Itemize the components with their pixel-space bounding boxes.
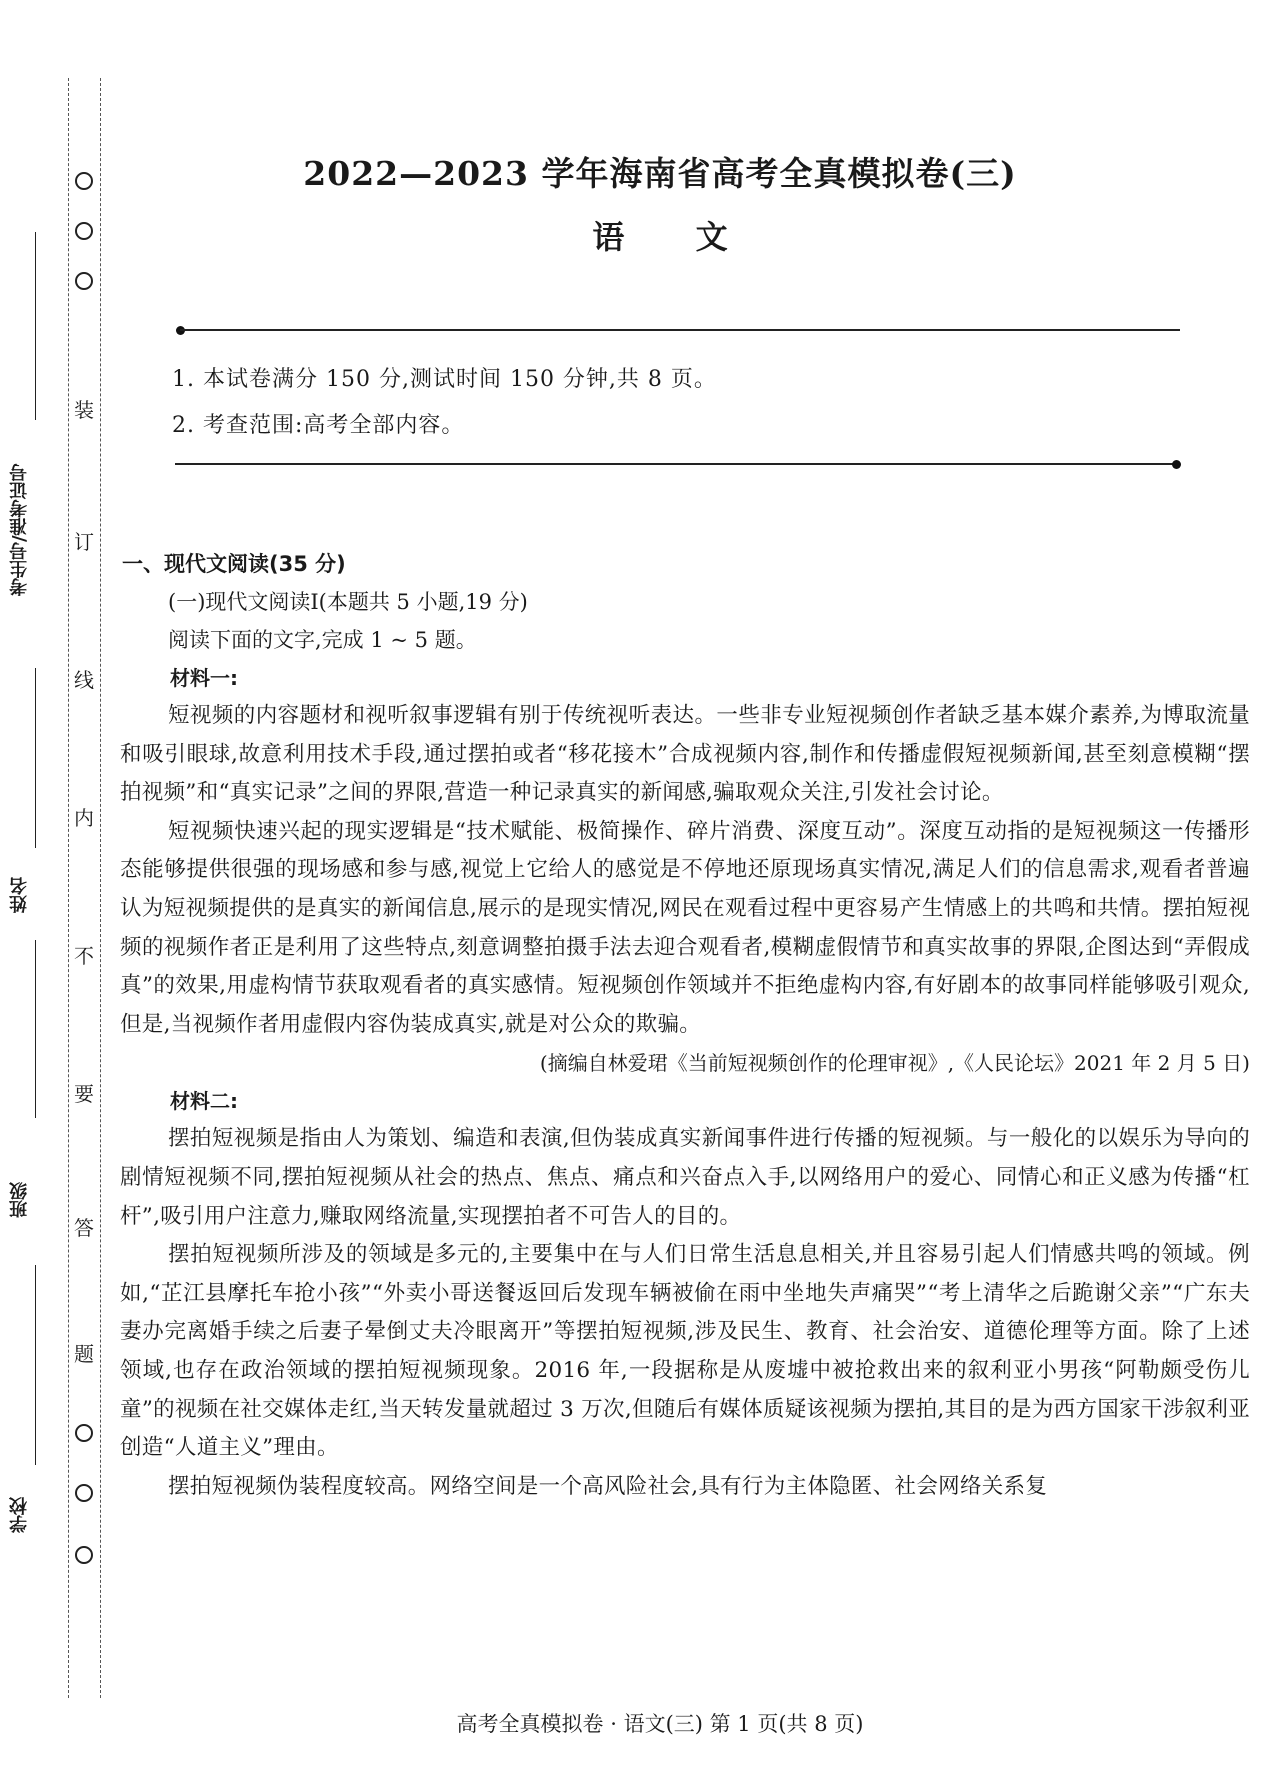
binding-char: 题 (74, 1342, 94, 1366)
paragraph: 短视频快速兴起的现实逻辑是“技术赋能、极简操作、碎片消费、深度互动”。深度互动指的是短视频这一传播形态能够提供很强的现场感和参与感,视觉上它给人的感觉是不停地还原现场真实情况,满足人们的信息需求,观看者普遍认为短视频提供的是真实的新闻信息,展示的是现实情况,网民在观看过程中更容易产生情感上的共鸣和共情。摆拍短视频的视频作者正是利用了这些特点,刻意调整拍摄手法去迎合观看者,模糊虚假情节和真实故事的界限,企图达到“弄假成真”的效果,用虚构情节获取观看者的真实感情。短视频创作领域并不拒绝虚构内容,有好剧本的故事同样能够吸引观众,但是,当视频作者用虚假内容伪装成真实,就是对公众的欺骗。 (120, 818, 1250, 1037)
paragraph: 摆拍短视频所涉及的领域是多元的,主要集中在与人们日常生活息息相关,并且容易引起人们情感共鸣的领域。例如,“芷江县摩托车抢小孩”“外卖小哥送餐返回后发现车辆被偷在雨中坐地失声痛哭”“考上清华之后跪谢父亲”“广东夫妻办完离婚手续之后妻子晕倒丈夫冷眼离开”等摆拍短视频,涉及民生、教育、社会治安、道德伦理等方面。除了上述领域,也存在政治领域的摆拍短视频现象。2016 年,一段据称是从废墟中被抢救出来的叙利亚小男孩“阿勒颇受伤儿童”的视频在社交媒体走红,当天转发量就超过 3 万次,但随后有媒体质疑该视频为摆拍,其目的是为西方国家干涉叙利亚创造“人道主义”理由。 (120, 1242, 1250, 1461)
class-line[interactable] (35, 940, 36, 1118)
binding-char: 内 (74, 806, 94, 830)
binding-hole-icon (75, 1484, 93, 1502)
page-footer: 高考全真模拟卷 · 语文(三) 第 1 页(共 8 页) (456, 1712, 864, 1736)
exam-id-line[interactable] (35, 232, 36, 420)
top-rule (180, 329, 1180, 331)
paragraph: 短视频的内容题材和视听叙事逻辑有别于传统视听表达。一些非专业短视频创作者缺乏基本媒介素养,为博取流量和吸引眼球,故意利用技术手段,通过摆拍或者“移花接木”合成视频内容,制作和传播虚假短视频新闻,甚至刻意模糊“摆拍视频”和“真实记录”之间的界限,营造一种记录真实的新闻感,骗取观众关注,引发社会讨论。 (120, 703, 1250, 806)
note-item: 2. 考查范围:高考全部内容。 (172, 413, 465, 438)
subject-title: 语 文 (592, 218, 758, 256)
class-label: 班级 (9, 1182, 30, 1218)
material-two-label: 材料二: (170, 1089, 238, 1114)
paragraph: 摆拍短视频伪装程度较高。网络空间是一个高风险社会,具有行为主体隐匿、社会网络关系复 (168, 1473, 1048, 1499)
name-line[interactable] (35, 668, 36, 848)
material-one-label: 材料一: (170, 666, 238, 690)
name-label: 姓名 (9, 877, 30, 913)
section-heading: 一、现代文阅读(35 分) (122, 552, 346, 576)
binding-char: 线 (74, 668, 94, 692)
rule-dot-icon (1172, 460, 1181, 469)
binding-char: 装 (74, 398, 94, 422)
reading-section (120, 545, 1250, 1506)
binding-char: 不 (74, 944, 94, 968)
exam-id-label: 考生号/准考证号 (9, 463, 30, 597)
binding-hole-icon (75, 1424, 93, 1442)
binding-char: 订 (74, 530, 94, 554)
binding-char: 要 (74, 1082, 94, 1106)
binding-dashed-line-outer (68, 78, 69, 1698)
sub-heading: (一)现代文阅读Ⅰ(本题共 5 小题,19 分) (168, 590, 528, 614)
paragraph: 摆拍短视频是指由人为策划、编造和表演,但伪装成真实新闻事件进行传播的短视频。与一般化的以娱乐为导向的剧情短视频不同,摆拍短视频从社会的热点、焦点、痛点和兴奋点入手,以网络用户的爱心、同情心和正义感为传播“杠杆”,吸引用户注意力,赚取网络流量,实现摆拍者不可告人的目的。 (120, 1126, 1250, 1229)
bottom-rule (175, 463, 1175, 465)
note-item: 1. 本试卷满分 150 分,测试时间 150 分钟,共 8 页。 (172, 367, 717, 392)
binding-dashed-line-inner (100, 78, 101, 1698)
school-line[interactable] (35, 1265, 36, 1465)
binding-hole-icon (75, 1546, 93, 1564)
binding-hole-icon (75, 272, 93, 290)
school-label: 学校 (9, 1497, 30, 1533)
source-citation: (摘编自林爱珺《当前短视频创作的伦理审视》,《人民论坛》2021 年 2 月 5 日) (539, 1051, 1250, 1076)
exam-title: 2022—2023 学年海南省高考全真模拟卷(三) (303, 154, 1017, 193)
instruction: 阅读下面的文字,完成 1 ~ 5 题。 (168, 628, 477, 652)
binding-char: 答 (74, 1216, 94, 1240)
